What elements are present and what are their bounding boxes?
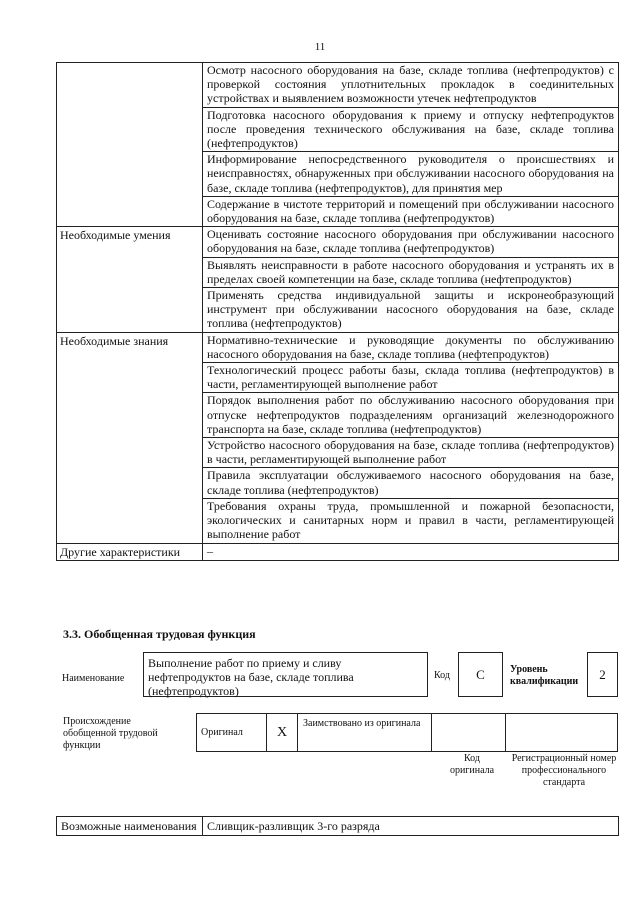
qualification-level-label: Уровень квалификации <box>510 664 579 687</box>
table-row <box>57 817 619 836</box>
possible-names-label: Возможные наименования <box>57 817 203 836</box>
section-title: 3.3. Обобщенная трудовая функция <box>63 627 256 641</box>
table-row <box>57 543 619 560</box>
qualification-level-value: 2 <box>587 652 618 697</box>
possible-names-value: Сливщик-разливщик 3-го разряда <box>203 817 619 836</box>
other-characteristics-value: – <box>203 543 619 560</box>
knowledge-item: Устройство насосного оборудования на базе, складе топлива (нефтепродуктов) в части, регламентирующей выполнение работ <box>203 438 619 468</box>
skill-item: Оценивать состояние насосного оборудования при обслуживании насосного оборудования на базе, складе топлива (нефтепродуктов) <box>203 227 619 257</box>
table-row <box>57 332 619 362</box>
code-value: C <box>458 652 503 697</box>
original-code-caption: Код оригинала <box>449 753 495 776</box>
registration-number-cell <box>506 714 618 752</box>
continued-actions-label-cell <box>57 63 203 227</box>
code-label: Код <box>434 670 450 681</box>
table-row <box>57 63 619 108</box>
table-row <box>197 714 618 752</box>
knowledge-item: Порядок выполнения работ по обслуживанию насосного оборудования при отпуске нефтепродуктов подразделениям организаций железнодорожного транспорта на базе, складе топлива (нефтепродуктов) <box>203 393 619 438</box>
other-characteristics-label: Другие характеристики <box>57 543 203 560</box>
knowledge-item: Правила эксплуатации обслуживаемого насосного оборудования на базе, складе топлива (нефтепродуктов) <box>203 468 619 498</box>
skill-item: Выявлять неисправности в работе насосного оборудования и устранять их в пределах своей компетенции на базе, складе топлива (нефтепродуктов) <box>203 257 619 287</box>
original-mark: X <box>267 714 298 752</box>
original-code-cell <box>432 714 506 752</box>
knowledge-item: Требования охраны труда, промышленной и пожарной безопасности, экологических и санитарных норм и правил в части, регламентирующей выполнение работ <box>203 498 619 543</box>
skill-item: Применять средства индивидуальной защиты и искронеобразующий инструмент при обслуживании насосного оборудования на базе, складе топлива (нефтепродуктов) <box>203 288 619 333</box>
registration-number-caption: Регистрационный номер профессионального стандарта <box>511 753 617 788</box>
action-item: Подготовка насосного оборудования к приему и отпуску нефтепродуктов после проведения технического обслуживания на базе, складе топлива (нефтепродуктов) <box>203 107 619 152</box>
labor-functions-table <box>56 62 619 561</box>
origin-table <box>196 713 618 752</box>
original-label: Оригинал <box>197 714 267 752</box>
table-row <box>57 227 619 257</box>
name-label: Наименование <box>62 673 125 684</box>
name-value: Выполнение работ по приему и сливу нефтепродуктов на базе, складе топлива (нефтепродуктов) <box>143 652 428 697</box>
possible-names-table <box>56 816 619 836</box>
page-number: 11 <box>314 41 326 53</box>
skills-label: Необходимые умения <box>57 227 203 332</box>
action-item: Осмотр насосного оборудования на базе, складе топлива (нефтепродуктов) с проверкой состояния уплотнительных прокладок в соединительных устройствах и выявлением возможности утечек нефтепродуктов <box>203 63 619 108</box>
action-item: Содержание в чистоте территорий и помещений при обслуживании насосного оборудования на базе, складе топлива (нефтепродуктов) <box>203 196 619 226</box>
action-item: Информирование непосредственного руководителя о происшествиях и неисправностях, обнаруженных при обслуживании насосного оборудования на базе, складе топлива (нефтепродуктов), для принятия мер <box>203 152 619 197</box>
knowledge-item: Технологический процесс работы базы, склада топлива (нефтепродуктов) в части, регламентирующей выполнение работ <box>203 363 619 393</box>
knowledge-label: Необходимые знания <box>57 332 203 543</box>
borrowed-label: Заимствовано из оригинала <box>298 714 432 752</box>
knowledge-item: Нормативно-технические и руководящие документы по обслуживанию насосного оборудования на базе, складе топлива (нефтепродуктов) <box>203 332 619 362</box>
origin-label: Происхождение обобщенной трудовой функции <box>63 716 158 751</box>
